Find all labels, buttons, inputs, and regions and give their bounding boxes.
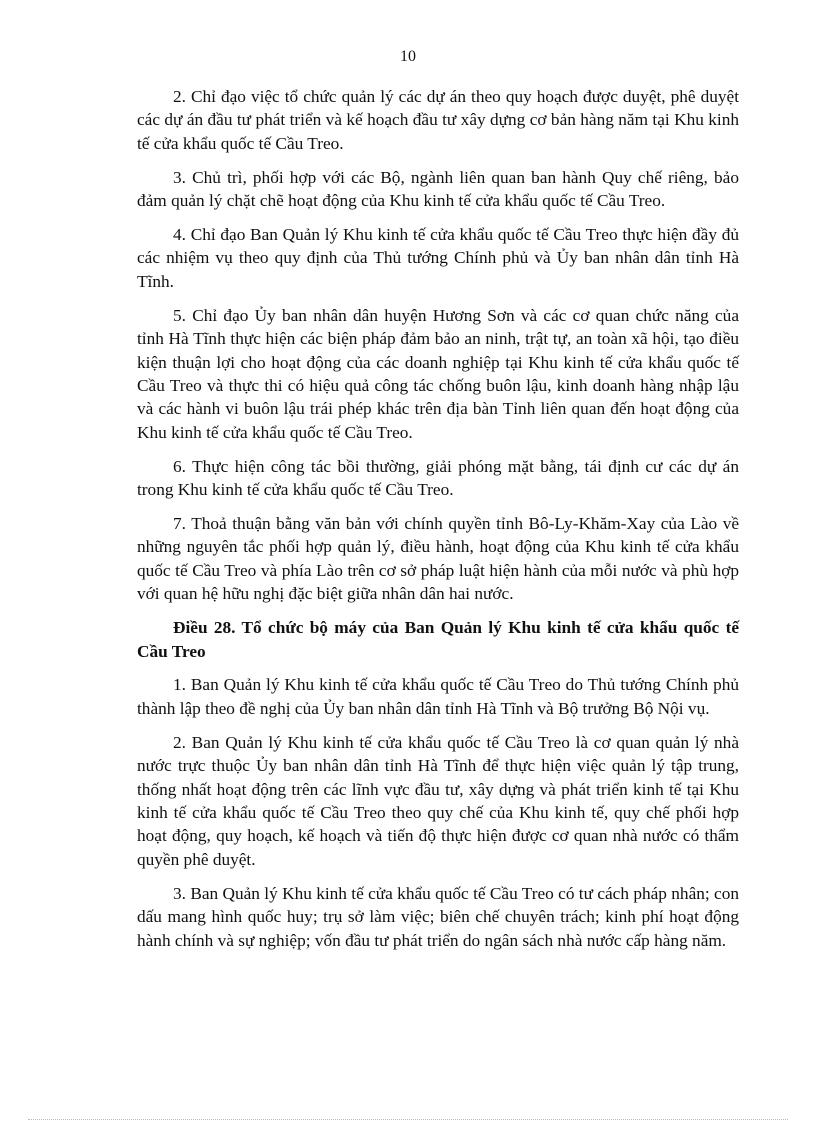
paragraph-item-3: 3. Chủ trì, phối hợp với các Bộ, ngành liên quan ban hành Quy chế riêng, bảo đảm quản lý chặt chẽ hoạt động của Khu kinh tế cửa khẩu quốc tế Cầu Treo. <box>137 167 739 211</box>
article-28-paragraph-1: 1. Ban Quản lý Khu kinh tế cửa khẩu quốc tế Cầu Treo do Thủ tướng Chính phủ thành lập theo đề nghị của Ủy ban nhân dân tỉnh Hà Tĩnh và Bộ trưởng Bộ Nội vụ. <box>137 675 739 718</box>
document-body <box>137 85 739 962</box>
paragraph-item-4: 4. Chỉ đạo Ban Quản lý Khu kinh tế cửa khẩu quốc tế Cầu Treo thực hiện đầy đủ các nhiệm vụ theo quy định của Thủ tướng Chính phủ và Ủy ban nhân dân tỉnh Hà Tĩnh. <box>137 225 739 291</box>
article-28-paragraph-2: 2. Ban Quản lý Khu kinh tế cửa khẩu quốc tế Cầu Treo là cơ quan quản lý nhà nước trực thuộc Ủy ban nhân dân tỉnh Hà Tĩnh để thực hiện việc quản lý tập trung, thống nhất hoạt động trên các lĩnh vực đầu tư, xây dựng và phát triển kinh tế tại Khu kinh tế cửa khẩu quốc tế Cầu Treo theo quy chế của Khu kinh tế, quy chế phối hợp hoạt động, quy hoạch, kế hoạch và tiến độ thực hiện được cơ quan nhà nước có thẩm quyền phê duyệt. <box>137 732 739 869</box>
page-number: 10 <box>400 48 416 65</box>
paragraph-item-6: 6. Thực hiện công tác bồi thường, giải phóng mặt bằng, tái định cư các dự án trong Khu kinh tế cửa khẩu quốc tế Cầu Treo. <box>137 456 739 500</box>
paragraph-item-2: 2. Chỉ đạo việc tổ chức quản lý các dự án theo quy hoạch được duyệt, phê duyệt các dự án đầu tư phát triển và kế hoạch đầu tư xây dựng cơ bản hàng năm tại Khu kinh tế cửa khẩu quốc tế Cầu Treo. <box>137 87 739 153</box>
paragraph-item-5: 5. Chỉ đạo Ủy ban nhân dân huyện Hương Sơn và các cơ quan chức năng của tỉnh Hà Tĩnh thực hiện các biện pháp đảm bảo an ninh, trật tự, an toàn xã hội, tạo điều kiện thuận lợi cho hoạt động của các doanh nghiệp tại Khu kinh tế cửa khẩu quốc tế Cầu Treo và thực thi có hiệu quả công tác chống buôn lậu, kinh doanh hàng nhập lậu và các hành vi buôn lậu trái phép khác trên địa bàn Tỉnh liên quan đến hoạt động của Khu kinh tế cửa khẩu quốc tế Cầu Treo. <box>137 305 739 442</box>
paragraph-item-7: 7. Thoả thuận bằng văn bản với chính quyền tỉnh Bô-Ly-Khăm-Xay của Lào về những nguyên tắc phối hợp quản lý, điều hành, hoạt động của Khu kinh tế cửa khẩu quốc tế Cầu Treo và phía Lào trên cơ sở pháp luật hiện hành của mỗi nước và phù hợp với quan hệ hữu nghị đặc biệt giữa nhân dân hai nước. <box>137 514 739 604</box>
article-28-heading: Điều 28. Tổ chức bộ máy của Ban Quản lý Khu kinh tế cửa khẩu quốc tế Cầu Treo <box>137 618 739 661</box>
page-bottom-divider <box>28 1119 788 1120</box>
article-28-paragraph-3: 3. Ban Quản lý Khu kinh tế cửa khẩu quốc tế Cầu Treo có tư cách pháp nhân; con dấu mang hình quốc huy; trụ sở làm việc; biên chế chuyên trách; kinh phí hoạt động hành chính và sự nghiệp; vốn đầu tư phát triển do ngân sách nhà nước cấp hàng năm. <box>137 883 739 950</box>
